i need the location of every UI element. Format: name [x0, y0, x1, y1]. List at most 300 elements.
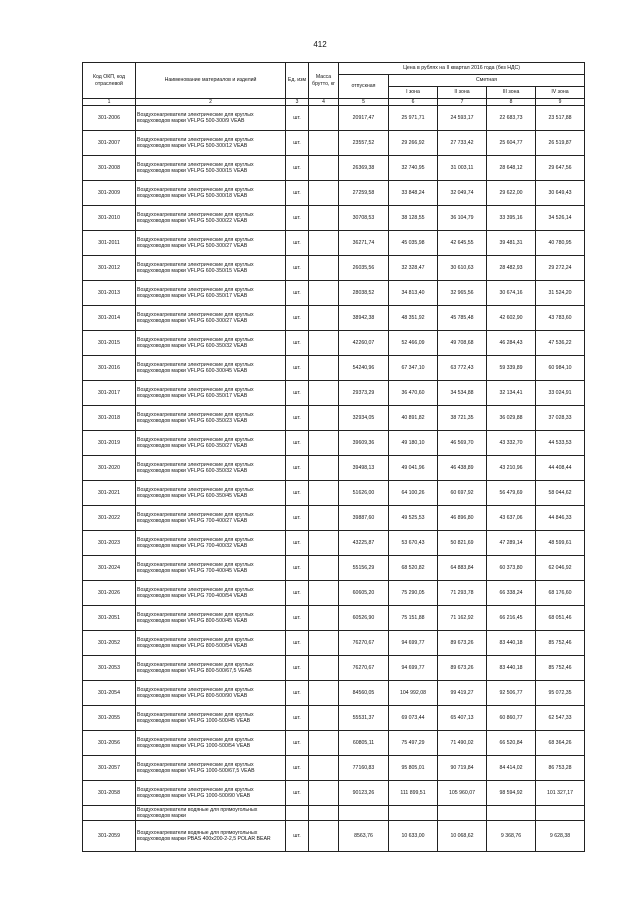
row-name: Воздухонагреватели электрические для круглых воздуховодов марки VFLPG 600-350/17 VEAB: [136, 281, 286, 306]
row-unit: шт.: [286, 231, 309, 256]
row-zone-2-price: 46 896,80: [438, 506, 487, 531]
row-name: Воздухонагреватели электрические для круглых воздуховодов марки VFLPG 500-300/22 VEAB: [136, 206, 286, 231]
row-zone-4-price: 33 024,91: [536, 381, 585, 406]
row-zone-4-price: 95 072,35: [536, 681, 585, 706]
row-unit: шт.: [286, 431, 309, 456]
table-row: [83, 106, 585, 131]
table-row: [83, 781, 585, 806]
row-zone-1-price: 64 100,26: [389, 481, 438, 506]
row-release-price: 32934,05: [339, 406, 389, 431]
row-name: Воздухонагреватели электрические для круглых воздуховодов марки VFLPG 700-400/27 VEAB: [136, 506, 286, 531]
table-row: [83, 821, 585, 852]
row-release-price: 27259,58: [339, 181, 389, 206]
header-code: Код ОКП, код отраслевой: [83, 63, 136, 99]
table-row: [83, 706, 585, 731]
row-zone-1-price: 95 805,01: [389, 756, 438, 781]
row-zone-3-price: 36 029,88: [487, 406, 536, 431]
row-unit: шт.: [286, 381, 309, 406]
row-zone-1-price: 49 041,96: [389, 456, 438, 481]
row-release-price: 39609,36: [339, 431, 389, 456]
row-mass: [309, 331, 339, 356]
row-zone-2-price: 60 697,92: [438, 481, 487, 506]
row-zone-1-price: 75 151,88: [389, 606, 438, 631]
table-row: [83, 481, 585, 506]
row-zone-2-price: 64 883,84: [438, 556, 487, 581]
row-unit: шт.: [286, 181, 309, 206]
row-code: 301-2017: [83, 381, 136, 406]
row-zone-2-price: 32 965,56: [438, 281, 487, 306]
row-zone-4-price: 62 547,33: [536, 706, 585, 731]
row-mass: [309, 281, 339, 306]
row-name: Воздухонагреватели электрические для круглых воздуховодов марки VFLPG 800-500/45 VEAB: [136, 606, 286, 631]
row-zone-2-price: 30 610,63: [438, 256, 487, 281]
row-code: 301-2054: [83, 681, 136, 706]
row-name: Воздухонагреватели электрические для круглых воздуховодов марки VFLPG 600-300/45 VEAB: [136, 356, 286, 381]
row-mass: [309, 206, 339, 231]
header-name: Наименование материалов и изделий: [136, 63, 286, 99]
row-zone-4-price: 29 272,24: [536, 256, 585, 281]
row-zone-3-price: 92 506,77: [487, 681, 536, 706]
row-zone-4-price: 68 176,60: [536, 581, 585, 606]
row-mass: [309, 781, 339, 806]
row-name: Воздухонагреватели электрические для круглых воздуховодов марки VFLPG 600-350/27 VEAB: [136, 431, 286, 456]
row-zone-4-price: 58 044,62: [536, 481, 585, 506]
row-zone-4-price: 85 752,46: [536, 631, 585, 656]
row-unit: шт.: [286, 656, 309, 681]
row-name: Воздухонагреватели электрические для круглых воздуховодов марки VFLPG 800-500/67,5 VEAB: [136, 656, 286, 681]
page-number: 412: [313, 40, 327, 49]
header-zone-3: III зона: [487, 87, 536, 99]
row-unit: шт.: [286, 531, 309, 556]
row-zone-4-price: 48 599,61: [536, 531, 585, 556]
row-name: Воздухонагреватели электрические для круглых воздуховодов марки VFLPG 500-300/15 VEAB: [136, 156, 286, 181]
row-code: 301-2007: [83, 131, 136, 156]
row-code: 301-2016: [83, 356, 136, 381]
row-unit: шт.: [286, 456, 309, 481]
row-zone-4-price: 9 628,38: [536, 821, 585, 852]
row-zone-3-price: 60 860,77: [487, 706, 536, 731]
row-name: Воздухонагреватели электрические для круглых воздуховодов марки VFLPG 800-500/90 VEAB: [136, 681, 286, 706]
row-release-price: 20917,47: [339, 106, 389, 131]
row-code: 301-2055: [83, 706, 136, 731]
row-release-price: 76270,67: [339, 631, 389, 656]
row-unit: шт.: [286, 131, 309, 156]
row-release-price: 54240,96: [339, 356, 389, 381]
row-release-price: 77160,83: [339, 756, 389, 781]
row-mass: [309, 756, 339, 781]
header-unit: Ед. изм: [286, 63, 309, 99]
row-zone-1-price: 25 971,71: [389, 106, 438, 131]
row-zone-2-price: 27 733,42: [438, 131, 487, 156]
row-zone-3-price: 84 414,02: [487, 756, 536, 781]
column-number: 4: [309, 99, 339, 106]
row-unit: шт.: [286, 606, 309, 631]
row-release-price: 76270,67: [339, 656, 389, 681]
row-zone-3-price: 47 289,14: [487, 531, 536, 556]
row-name: Воздухонагреватели электрические для круглых воздуховодов марки VFLPG 700-400/45 VEAB: [136, 556, 286, 581]
column-number: 8: [487, 99, 536, 106]
table-row: [83, 256, 585, 281]
column-number: 5: [339, 99, 389, 106]
table-row: [83, 431, 585, 456]
row-release-price: 55156,29: [339, 556, 389, 581]
row-zone-3-price: 83 440,18: [487, 631, 536, 656]
row-zone-3-price: 83 440,18: [487, 656, 536, 681]
row-zone-1-price: 36 470,60: [389, 381, 438, 406]
row-code: 301-2009: [83, 181, 136, 206]
row-release-price: 60526,90: [339, 606, 389, 631]
row-unit: шт.: [286, 281, 309, 306]
row-code: 301-2008: [83, 156, 136, 181]
section-title: Воздухонагреватели водяные для прямоугольных воздуховодов марки: [136, 806, 286, 821]
row-release-price: 29373,29: [339, 381, 389, 406]
header-price-group: Цена в рублях на II квартал 2016 года (без НДС): [339, 63, 585, 75]
row-zone-3-price: 42 602,90: [487, 306, 536, 331]
row-code: 301-2021: [83, 481, 136, 506]
row-unit: шт.: [286, 706, 309, 731]
row-unit: шт.: [286, 406, 309, 431]
row-unit: шт.: [286, 306, 309, 331]
row-unit: шт.: [286, 781, 309, 806]
column-number: 1: [83, 99, 136, 106]
row-zone-2-price: 10 068,62: [438, 821, 487, 852]
table-row: [83, 681, 585, 706]
row-unit: шт.: [286, 356, 309, 381]
row-mass: [309, 406, 339, 431]
row-name: Воздухонагреватели электрические для круглых воздуховодов марки VFLPG 800-500/54 VEAB: [136, 631, 286, 656]
row-release-price: 8563,76: [339, 821, 389, 852]
row-code: 301-2006: [83, 106, 136, 131]
row-code: 301-2026: [83, 581, 136, 606]
row-zone-4-price: 85 752,46: [536, 656, 585, 681]
row-mass: [309, 381, 339, 406]
row-code: 301-2053: [83, 656, 136, 681]
row-zone-4-price: 34 526,14: [536, 206, 585, 231]
row-code: 301-2015: [83, 331, 136, 356]
row-zone-3-price: 9 368,76: [487, 821, 536, 852]
row-mass: [309, 106, 339, 131]
row-zone-1-price: 69 073,44: [389, 706, 438, 731]
row-zone-2-price: 71 490,02: [438, 731, 487, 756]
table-row: [83, 306, 585, 331]
row-zone-3-price: 22 683,73: [487, 106, 536, 131]
row-release-price: 60805,11: [339, 731, 389, 756]
row-zone-1-price: 104 992,08: [389, 681, 438, 706]
row-release-price: 43225,87: [339, 531, 389, 556]
row-name: Воздухонагреватели электрические для круглых воздуховодов марки VFLPG 600-350/45 VEAB: [136, 481, 286, 506]
row-mass: [309, 531, 339, 556]
row-zone-4-price: 47 536,22: [536, 331, 585, 356]
row-zone-2-price: 31 003,11: [438, 156, 487, 181]
table-row: [83, 756, 585, 781]
row-zone-2-price: 36 104,79: [438, 206, 487, 231]
row-zone-4-price: 68 364,26: [536, 731, 585, 756]
row-release-price: 26369,38: [339, 156, 389, 181]
row-zone-1-price: 94 699,77: [389, 631, 438, 656]
row-mass: [309, 581, 339, 606]
row-zone-1-price: 75 497,29: [389, 731, 438, 756]
row-name: Воздухонагреватели электрические для круглых воздуховодов марки VFLPG 1000-500/90 VEAB: [136, 781, 286, 806]
row-mass: [309, 431, 339, 456]
header-estimate: Сметная: [389, 75, 585, 87]
row-zone-2-price: 71 162,92: [438, 606, 487, 631]
row-release-price: 39498,13: [339, 456, 389, 481]
row-zone-4-price: 30 649,43: [536, 181, 585, 206]
row-unit: шт.: [286, 631, 309, 656]
row-code: 301-2011: [83, 231, 136, 256]
row-zone-3-price: 39 481,31: [487, 231, 536, 256]
row-mass: [309, 821, 339, 852]
row-zone-3-price: 33 395,16: [487, 206, 536, 231]
row-release-price: 23557,52: [339, 131, 389, 156]
row-zone-1-price: 38 128,55: [389, 206, 438, 231]
row-name: Воздухонагреватели электрические для круглых воздуховодов марки VFLPG 1000-500/67,5 VEAB: [136, 756, 286, 781]
table-row: [83, 406, 585, 431]
table-row: [83, 381, 585, 406]
row-zone-1-price: 68 520,82: [389, 556, 438, 581]
row-code: 301-2051: [83, 606, 136, 631]
header-zone-4: IV зона: [536, 87, 585, 99]
row-name: Воздухонагреватели электрические для круглых воздуховодов марки VFLPG 700-400/32 VEAB: [136, 531, 286, 556]
row-unit: шт.: [286, 756, 309, 781]
row-unit: шт.: [286, 331, 309, 356]
row-zone-1-price: 94 699,77: [389, 656, 438, 681]
row-zone-1-price: 32 328,47: [389, 256, 438, 281]
row-code: 301-2019: [83, 431, 136, 456]
row-code: 301-2023: [83, 531, 136, 556]
row-zone-2-price: 63 772,43: [438, 356, 487, 381]
row-zone-3-price: 32 134,41: [487, 381, 536, 406]
table-row: [83, 331, 585, 356]
row-zone-2-price: 90 719,84: [438, 756, 487, 781]
row-name: Воздухонагреватели электрические для круглых воздуховодов марки VFLPG 500-300/27 VEAB: [136, 231, 286, 256]
table-row: [83, 631, 585, 656]
row-release-price: 39887,60: [339, 506, 389, 531]
row-code: 301-2014: [83, 306, 136, 331]
row-zone-2-price: 99 419,27: [438, 681, 487, 706]
row-release-price: 42260,07: [339, 331, 389, 356]
row-zone-3-price: 98 594,92: [487, 781, 536, 806]
row-zone-2-price: 89 673,26: [438, 656, 487, 681]
row-zone-2-price: 32 049,74: [438, 181, 487, 206]
table-row: [83, 356, 585, 381]
table-row: [83, 281, 585, 306]
row-code: 301-2013: [83, 281, 136, 306]
row-unit: шт.: [286, 156, 309, 181]
row-code: 301-2012: [83, 256, 136, 281]
row-mass: [309, 306, 339, 331]
row-mass: [309, 506, 339, 531]
row-zone-3-price: 43 332,70: [487, 431, 536, 456]
row-zone-3-price: 66 520,84: [487, 731, 536, 756]
row-unit: шт.: [286, 821, 309, 852]
row-zone-1-price: 33 848,24: [389, 181, 438, 206]
table-row: [83, 506, 585, 531]
row-mass: [309, 256, 339, 281]
row-code: 301-2020: [83, 456, 136, 481]
table-row: [83, 231, 585, 256]
row-mass: [309, 181, 339, 206]
row-release-price: 84560,05: [339, 681, 389, 706]
row-mass: [309, 131, 339, 156]
row-name: Воздухонагреватели электрические для круглых воздуховодов марки VFLPG 500-300/9 VEAB: [136, 106, 286, 131]
row-unit: шт.: [286, 206, 309, 231]
row-zone-1-price: 49 525,53: [389, 506, 438, 531]
row-zone-1-price: 53 670,43: [389, 531, 438, 556]
row-zone-1-price: 49 180,10: [389, 431, 438, 456]
table-row: [83, 456, 585, 481]
column-number: 6: [389, 99, 438, 106]
row-zone-2-price: 65 407,13: [438, 706, 487, 731]
row-mass: [309, 731, 339, 756]
table-row: [83, 656, 585, 681]
row-code: 301-2058: [83, 781, 136, 806]
row-code: 301-2056: [83, 731, 136, 756]
row-zone-1-price: 10 633,00: [389, 821, 438, 852]
row-zone-2-price: 71 293,78: [438, 581, 487, 606]
row-mass: [309, 631, 339, 656]
header-zone-1: I зона: [389, 87, 438, 99]
row-zone-1-price: 32 740,95: [389, 156, 438, 181]
row-zone-2-price: 46 569,70: [438, 431, 487, 456]
row-mass: [309, 681, 339, 706]
row-zone-1-price: 111 899,51: [389, 781, 438, 806]
column-number: 2: [136, 99, 286, 106]
row-name: Воздухонагреватели электрические для круглых воздуховодов марки VFLPG 500-300/18 VEAB: [136, 181, 286, 206]
row-zone-2-price: 49 708,68: [438, 331, 487, 356]
row-name: Воздухонагреватели электрические для круглых воздуховодов марки VFLPG 600-350/15 VEAB: [136, 256, 286, 281]
row-name: Воздухонагреватели электрические для круглых воздуховодов марки VFLPG 600-350/32 VEAB: [136, 331, 286, 356]
row-release-price: 51626,00: [339, 481, 389, 506]
table-row: [83, 606, 585, 631]
row-code: 301-2010: [83, 206, 136, 231]
table-row: [83, 156, 585, 181]
row-mass: [309, 706, 339, 731]
row-release-price: 36271,74: [339, 231, 389, 256]
row-zone-4-price: 44 846,33: [536, 506, 585, 531]
row-zone-4-price: 31 524,20: [536, 281, 585, 306]
table-row: [83, 731, 585, 756]
row-zone-3-price: 59 339,89: [487, 356, 536, 381]
row-zone-3-price: 56 479,69: [487, 481, 536, 506]
row-mass: [309, 606, 339, 631]
row-zone-2-price: 89 673,26: [438, 631, 487, 656]
row-zone-1-price: 45 035,98: [389, 231, 438, 256]
row-zone-3-price: 29 622,00: [487, 181, 536, 206]
row-release-price: 90123,26: [339, 781, 389, 806]
row-zone-3-price: 66 338,24: [487, 581, 536, 606]
row-name: Воздухонагреватели электрические для круглых воздуховодов марки VFLPG 700-400/54 VEAB: [136, 581, 286, 606]
section-row: [83, 806, 585, 821]
column-number: 7: [438, 99, 487, 106]
row-zone-4-price: 43 783,60: [536, 306, 585, 331]
row-zone-4-price: 23 517,88: [536, 106, 585, 131]
row-release-price: 26035,56: [339, 256, 389, 281]
row-zone-2-price: 46 438,89: [438, 456, 487, 481]
row-code: 301-2057: [83, 756, 136, 781]
row-name: Воздухонагреватели электрические для круглых воздуховодов марки VFLPG 600-300/27 VEAB: [136, 306, 286, 331]
table-row: [83, 131, 585, 156]
row-unit: шт.: [286, 506, 309, 531]
row-zone-2-price: 42 645,55: [438, 231, 487, 256]
row-zone-4-price: 60 984,10: [536, 356, 585, 381]
row-zone-1-price: 67 347,10: [389, 356, 438, 381]
row-zone-2-price: 45 785,48: [438, 306, 487, 331]
row-zone-3-price: 30 674,16: [487, 281, 536, 306]
row-mass: [309, 156, 339, 181]
table-row: [83, 531, 585, 556]
row-zone-4-price: 44 408,44: [536, 456, 585, 481]
table-row: [83, 581, 585, 606]
column-number: 9: [536, 99, 585, 106]
row-zone-1-price: 29 266,92: [389, 131, 438, 156]
header-mass: Масса брутто, кг: [309, 63, 339, 99]
row-name: Воздухонагреватели водяные для прямоугольных воздуховодов марки PBAS 400х200-2-2,5 POLAR BEAR: [136, 821, 286, 852]
row-mass: [309, 656, 339, 681]
row-name: Воздухонагреватели электрические для круглых воздуховодов марки VFLPG 1000-500/45 VEAB: [136, 706, 286, 731]
row-unit: шт.: [286, 731, 309, 756]
row-zone-4-price: 68 051,46: [536, 606, 585, 631]
column-number-row: [83, 99, 585, 106]
row-zone-1-price: 48 351,92: [389, 306, 438, 331]
row-zone-3-price: 43 210,96: [487, 456, 536, 481]
row-zone-3-price: 43 637,06: [487, 506, 536, 531]
row-mass: [309, 356, 339, 381]
row-release-price: 30708,53: [339, 206, 389, 231]
table-row: [83, 556, 585, 581]
row-code: 301-2018: [83, 406, 136, 431]
row-zone-4-price: 29 647,56: [536, 156, 585, 181]
row-zone-1-price: 75 290,05: [389, 581, 438, 606]
row-release-price: 28038,52: [339, 281, 389, 306]
row-zone-1-price: 34 813,40: [389, 281, 438, 306]
row-code: 301-2052: [83, 631, 136, 656]
row-unit: шт.: [286, 581, 309, 606]
row-zone-2-price: 24 593,17: [438, 106, 487, 131]
row-name: Воздухонагреватели электрические для круглых воздуховодов марки VFLPG 500-300/12 VEAB: [136, 131, 286, 156]
table-row: [83, 206, 585, 231]
row-zone-3-price: 60 373,80: [487, 556, 536, 581]
row-release-price: 55531,37: [339, 706, 389, 731]
row-zone-1-price: 52 466,09: [389, 331, 438, 356]
header-zone-2: II зона: [438, 87, 487, 99]
row-code: 301-2022: [83, 506, 136, 531]
header-release: отпускная: [339, 75, 389, 99]
row-zone-4-price: 86 753,28: [536, 756, 585, 781]
row-name: Воздухонагреватели электрические для круглых воздуховодов марки VFLPG 1000-500/54 VEAB: [136, 731, 286, 756]
row-name: Воздухонагреватели электрические для круглых воздуховодов марки VFLPG 600-350/23 VEAB: [136, 406, 286, 431]
row-zone-4-price: 44 533,53: [536, 431, 585, 456]
row-zone-2-price: 34 534,88: [438, 381, 487, 406]
row-zone-3-price: 28 482,93: [487, 256, 536, 281]
row-name: Воздухонагреватели электрические для круглых воздуховодов марки VFLPG 600-350/32 VEAB: [136, 456, 286, 481]
row-zone-4-price: 40 780,95: [536, 231, 585, 256]
row-unit: шт.: [286, 106, 309, 131]
row-unit: шт.: [286, 556, 309, 581]
row-unit: шт.: [286, 681, 309, 706]
row-zone-3-price: 46 284,43: [487, 331, 536, 356]
column-number: 3: [286, 99, 309, 106]
row-zone-3-price: 66 216,45: [487, 606, 536, 631]
row-mass: [309, 231, 339, 256]
row-mass: [309, 456, 339, 481]
row-zone-4-price: 26 519,87: [536, 131, 585, 156]
row-code: 301-2059: [83, 821, 136, 852]
price-table: [82, 62, 585, 852]
row-zone-4-price: 62 046,92: [536, 556, 585, 581]
row-release-price: 60605,20: [339, 581, 389, 606]
row-mass: [309, 556, 339, 581]
